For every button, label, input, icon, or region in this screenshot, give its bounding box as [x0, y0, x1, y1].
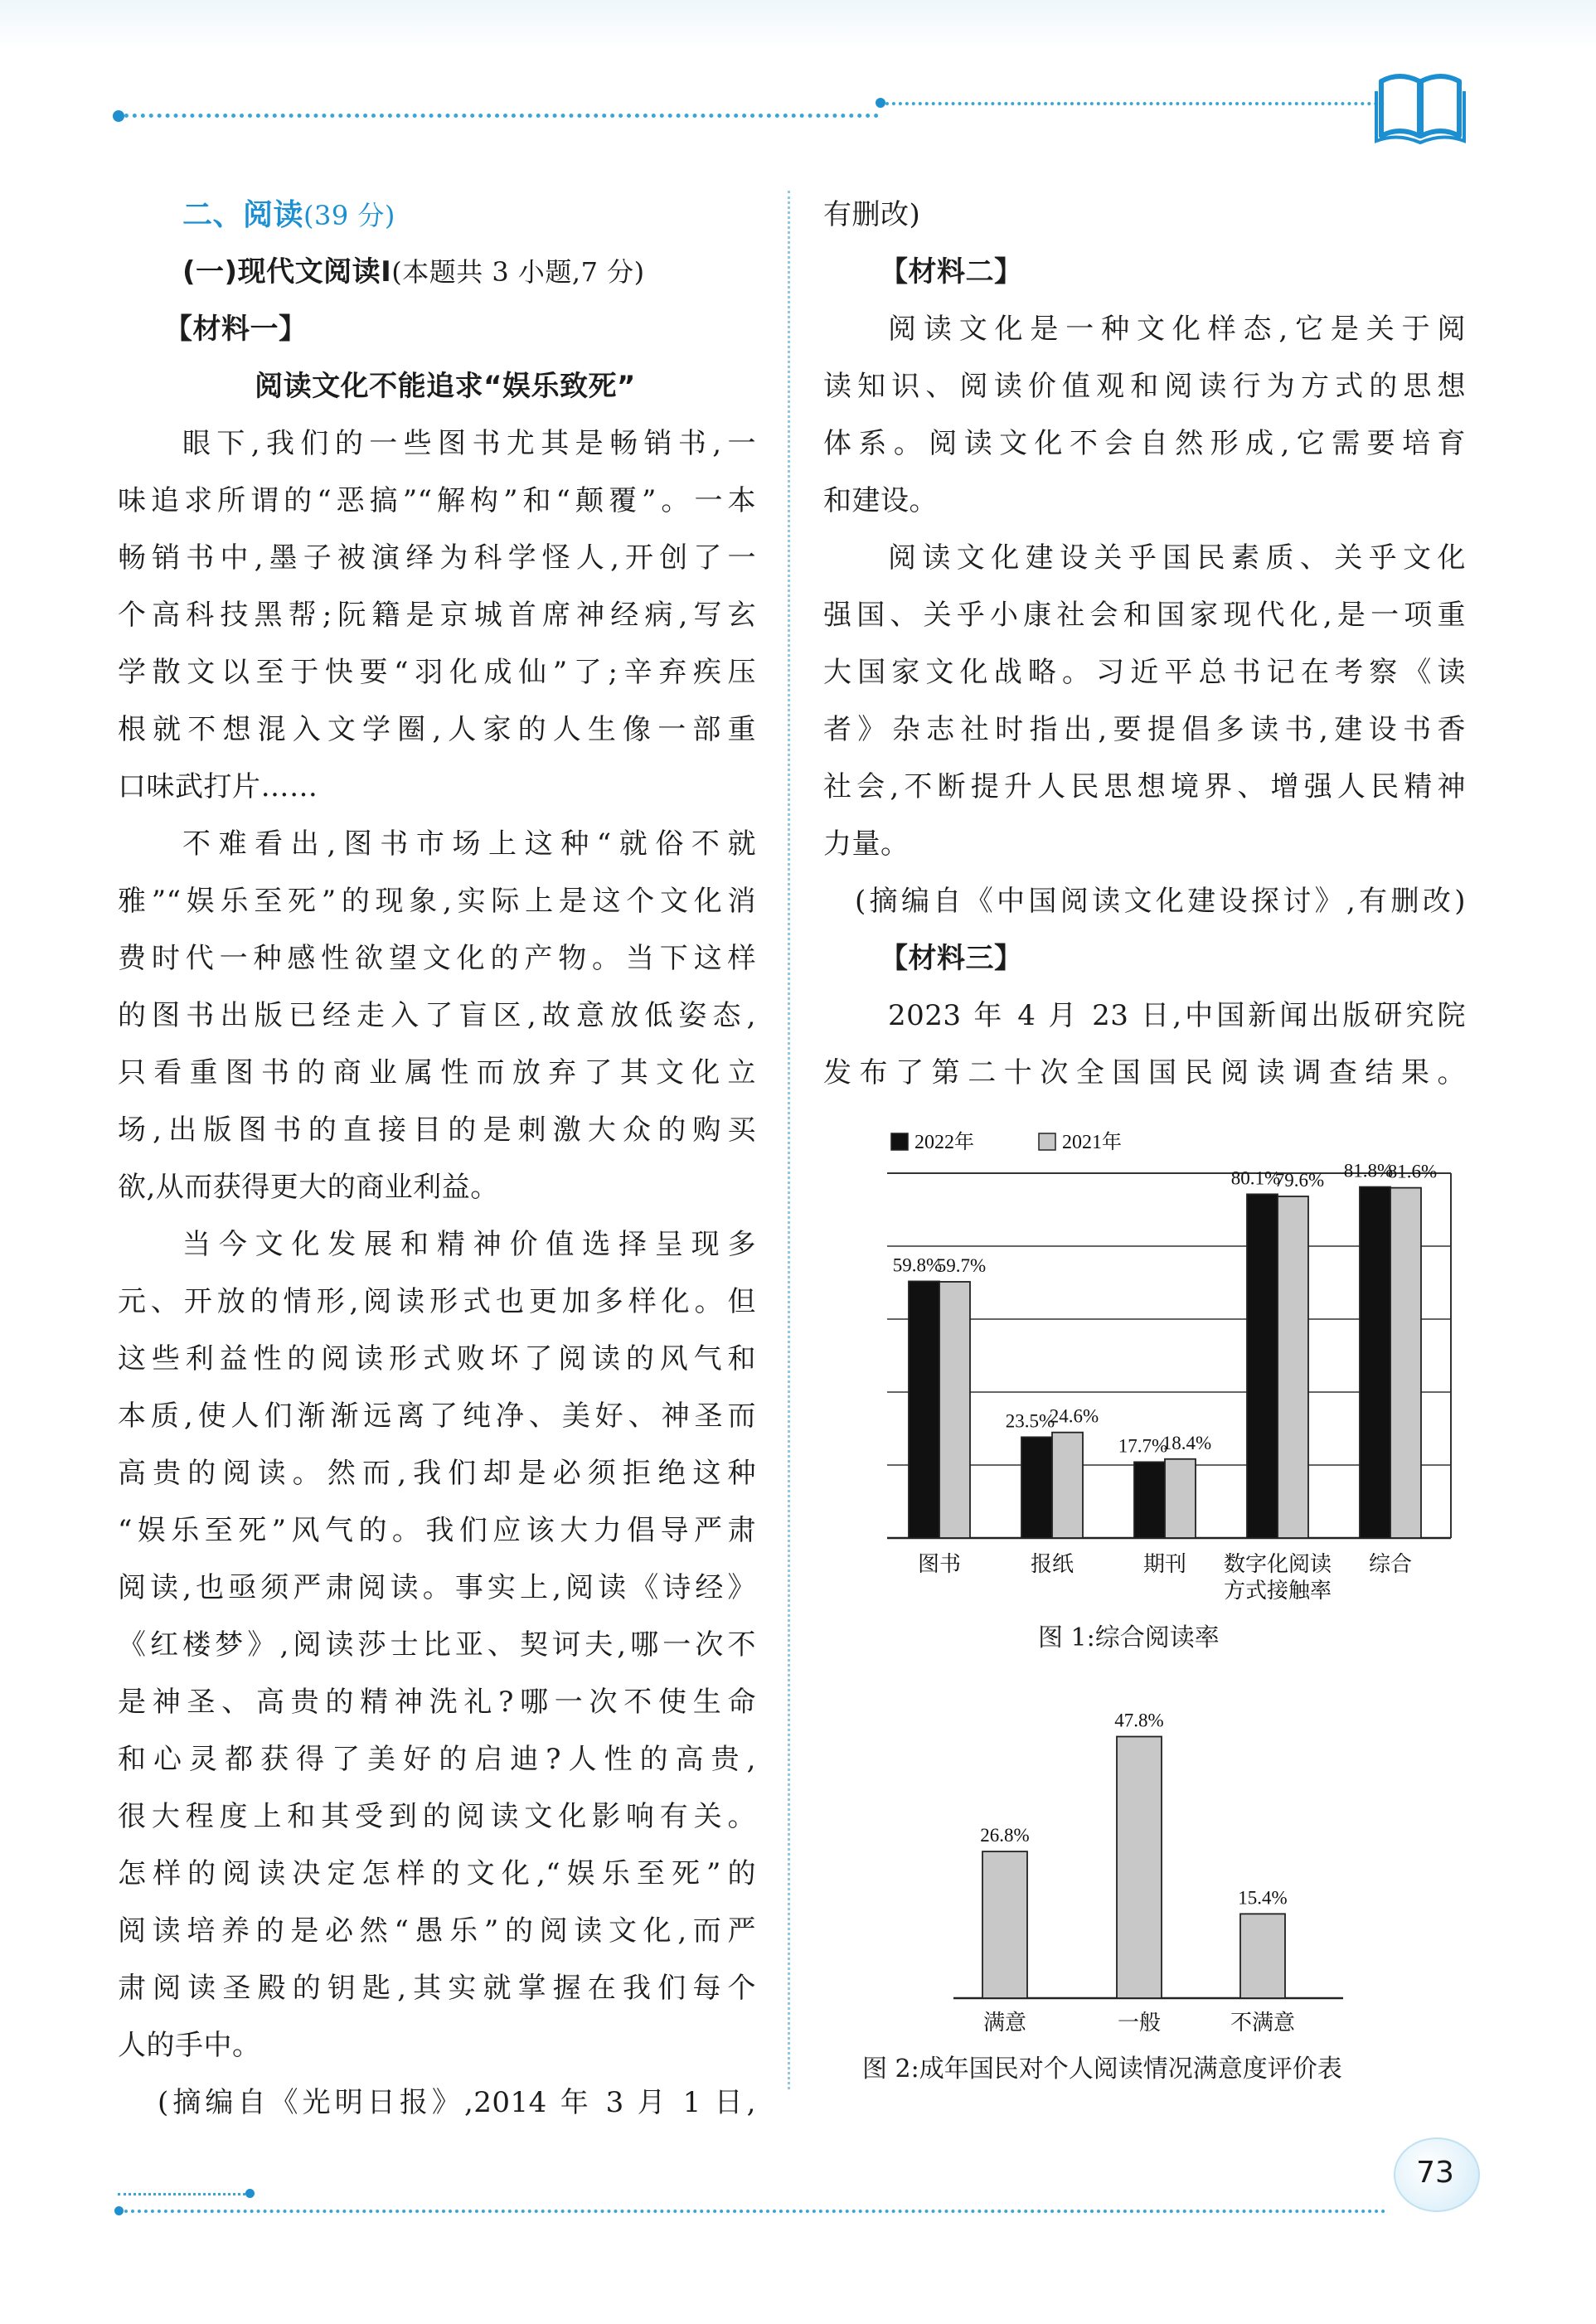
left-column: [118, 187, 756, 2132]
page-number-badge: [1394, 2137, 1477, 2209]
text-line: 味追求所谓的“恶搞”“解构”和“颠覆”。一本: [118, 484, 756, 517]
subsection-note: (本题共 3 小题,7 分): [391, 256, 645, 288]
text-line: 元、开放的情形,阅读形式也更加多样化。但: [118, 1285, 756, 1318]
bar: [1165, 1459, 1196, 1538]
data-label: 17.7%: [1118, 1435, 1168, 1457]
category-label: 期刊: [1142, 1552, 1187, 1576]
header-rule-dot: [113, 110, 124, 122]
top-band: [0, 0, 1596, 50]
bar: [1278, 1196, 1308, 1538]
text-line: 场,出版图书的直接目的是刺激大众的购买: [118, 1113, 756, 1147]
text-line: “娱乐至死”风气的。我们应该大力倡导严肃: [118, 1514, 756, 1547]
bar: [982, 1851, 1027, 1998]
chart-2: [920, 1683, 1368, 2040]
text-line: 《红楼梦》,阅读莎士比亚、契诃夫,哪一次不: [118, 1628, 756, 1662]
subsection-heading: [118, 244, 756, 301]
text-line: 发布了第二十次全国国民阅读调查结果。: [823, 1056, 1466, 1089]
bar: [1052, 1433, 1083, 1538]
text-line: 和心灵都获得了美好的启迪?人性的高贵,: [118, 1743, 756, 1776]
data-label: 80.1%: [1230, 1167, 1281, 1189]
legend-label: 2022年: [914, 1132, 974, 1153]
figure-1: [871, 1115, 1467, 1613]
page-number: 73: [1416, 2156, 1454, 2190]
text-line: 个高科技黑帮;阮籍是京城首席神经病,写玄: [118, 599, 756, 632]
text-line: 眼下,我们的一些图书尤其是畅销书,一: [182, 427, 756, 460]
text-line: 肃阅读圣殿的钥匙,其实就掌握在我们每个: [118, 1972, 756, 2005]
column-divider: [788, 191, 790, 2089]
legend-swatch: [891, 1133, 908, 1150]
data-label: 23.5%: [1005, 1410, 1055, 1432]
text-line: 根就不想混入文学圈,人家的人生像一部重: [118, 713, 756, 746]
header-rule: [116, 114, 879, 118]
chart-1: [871, 1115, 1467, 1613]
text-line: 只看重图书的商业属性而放弃了其文化立: [118, 1056, 756, 1089]
material3-label: 【材料三】: [880, 942, 1023, 975]
data-label: 47.8%: [1114, 1710, 1164, 1731]
data-label: 81.8%: [1343, 1160, 1394, 1181]
book-icon: [1375, 65, 1466, 144]
text-line: 社会,不断提升人民思想境界、增强人民精神: [823, 770, 1466, 803]
bar: [939, 1282, 970, 1538]
text-line: 很大程度上和其受到的阅读文化影响有关。: [118, 1800, 756, 1833]
source-line: (摘编自《中国阅读文化建设探讨》,有删改): [855, 885, 1466, 918]
text-line: 费时代一种感性欲望文化的产物。当下这样: [118, 942, 756, 975]
data-label: 18.4%: [1162, 1432, 1212, 1453]
text-line: 体系。阅读文化不会自然形成,它需要培育: [823, 427, 1466, 460]
source-line: (摘编自《光明日报》,2014 年 3 月 1 日,: [158, 2086, 756, 2119]
text-line: 阅读培养的是必然“愚乐”的阅读文化,而严: [118, 1914, 756, 1948]
text-line: 本质,使人们渐渐远离了纯净、美好、神圣而: [118, 1400, 756, 1433]
data-label: 81.6%: [1387, 1161, 1438, 1182]
data-label: 15.4%: [1238, 1887, 1288, 1909]
text-line: 雅”“娱乐至死”的现象,实际上是这个文化消: [118, 885, 756, 918]
section-score: (39 分): [303, 200, 395, 231]
data-label: 26.8%: [980, 1825, 1030, 1846]
text-line: 当今文化发展和精神价值选择呈现多: [182, 1228, 756, 1261]
figure-2: [920, 1683, 1368, 2040]
bar: [1240, 1914, 1285, 1998]
data-label: 79.6%: [1274, 1169, 1325, 1191]
text-line: 力量。: [823, 827, 910, 861]
section-heading: [118, 187, 756, 244]
text-line: 2023 年 4 月 23 日,中国新闻出版研究院: [888, 999, 1466, 1032]
category-label: 不满意: [1230, 2011, 1296, 2035]
category-label: 综合: [1368, 1552, 1413, 1576]
category-label: 方式接触率: [1223, 1579, 1332, 1603]
bar: [909, 1281, 939, 1538]
article-title: 阅读文化不能追求“娱乐致死”: [255, 370, 636, 403]
text-line: 欲,从而获得更大的商业利益。: [118, 1171, 499, 1204]
right-column: [823, 187, 1466, 1102]
data-label: 24.6%: [1049, 1405, 1099, 1427]
category-label: 满意: [982, 2011, 1027, 2035]
text-line: 口味武打片……: [118, 770, 318, 803]
material1-label: 【材料一】: [164, 313, 308, 346]
text-line: 阅读文化建设关乎国民素质、关乎文化: [888, 541, 1466, 575]
bar: [1021, 1437, 1052, 1538]
legend-label: 2021年: [1062, 1132, 1122, 1153]
bar: [1247, 1194, 1278, 1538]
text-line: 人的手中。: [118, 2029, 261, 2062]
footer-rule-dot-mid: [245, 2189, 255, 2198]
text-line: 高贵的阅读。然而,我们却是必须拒绝这种: [118, 1457, 756, 1490]
text-line: 阅读文化是一种文化样态,它是关于阅: [888, 313, 1466, 346]
category-label: 一般: [1117, 2011, 1162, 2035]
category-label: 报纸: [1030, 1552, 1075, 1576]
category-label: 图书: [917, 1552, 962, 1576]
text-line: 阅读,也亟须严肃阅读。事实上,阅读《诗经》: [118, 1571, 756, 1604]
data-label: 59.7%: [936, 1254, 987, 1276]
bar: [1134, 1462, 1165, 1538]
text-line: 不难看出,图书市场上这种“就俗不就: [182, 827, 756, 861]
figure-1-caption: 图 1:综合阅读率: [1038, 1623, 1220, 1652]
bar: [1360, 1187, 1390, 1538]
header-rule-right: [879, 102, 1385, 105]
figure-2-caption: 图 2:成年国民对个人阅读情况满意度评价表: [862, 2055, 1342, 2084]
text-line: 学散文以至于快要“羽化成仙”了;辛弃疾压: [118, 656, 756, 689]
footer-rule-dot: [114, 2206, 124, 2215]
bar: [1390, 1188, 1421, 1538]
text-line: 畅销书中,墨子被演绎为科学怪人,开创了一: [118, 541, 756, 575]
text-line: 者》杂志社时指出,要提倡多读书,建设书香: [823, 713, 1466, 746]
category-label: 数字化阅读: [1223, 1552, 1332, 1576]
subsection-label: (一)现代文阅读Ⅰ: [182, 255, 392, 289]
footer-rule-short: [118, 2193, 250, 2195]
source-line: 有删改): [823, 198, 921, 231]
material2-label: 【材料二】: [880, 255, 1023, 289]
text-line: 和建设。: [823, 484, 938, 517]
section-label: 二、阅读: [182, 198, 304, 232]
bar: [1117, 1737, 1162, 1998]
legend-swatch: [1039, 1133, 1055, 1150]
header-rule-dot-right: [876, 98, 885, 108]
text-line: 的图书出版已经走入了盲区,故意放低姿态,: [118, 999, 756, 1032]
text-line: 这些利益性的阅读形式败坏了阅读的风气和: [118, 1342, 756, 1375]
text-line: 读知识、阅读价值观和阅读行为方式的思想: [823, 370, 1466, 403]
footer-rule: [118, 2210, 1386, 2213]
text-line: 怎样的阅读决定怎样的文化,“娱乐至死”的: [118, 1857, 756, 1890]
text-line: 强国、关乎小康社会和国家现代化,是一项重: [823, 599, 1466, 632]
text-line: 是神圣、高贵的精神洗礼?哪一次不使生命: [118, 1686, 756, 1719]
text-line: 大国家文化战略。习近平总书记在考察《读: [823, 656, 1466, 689]
data-label: 59.8%: [892, 1254, 943, 1276]
